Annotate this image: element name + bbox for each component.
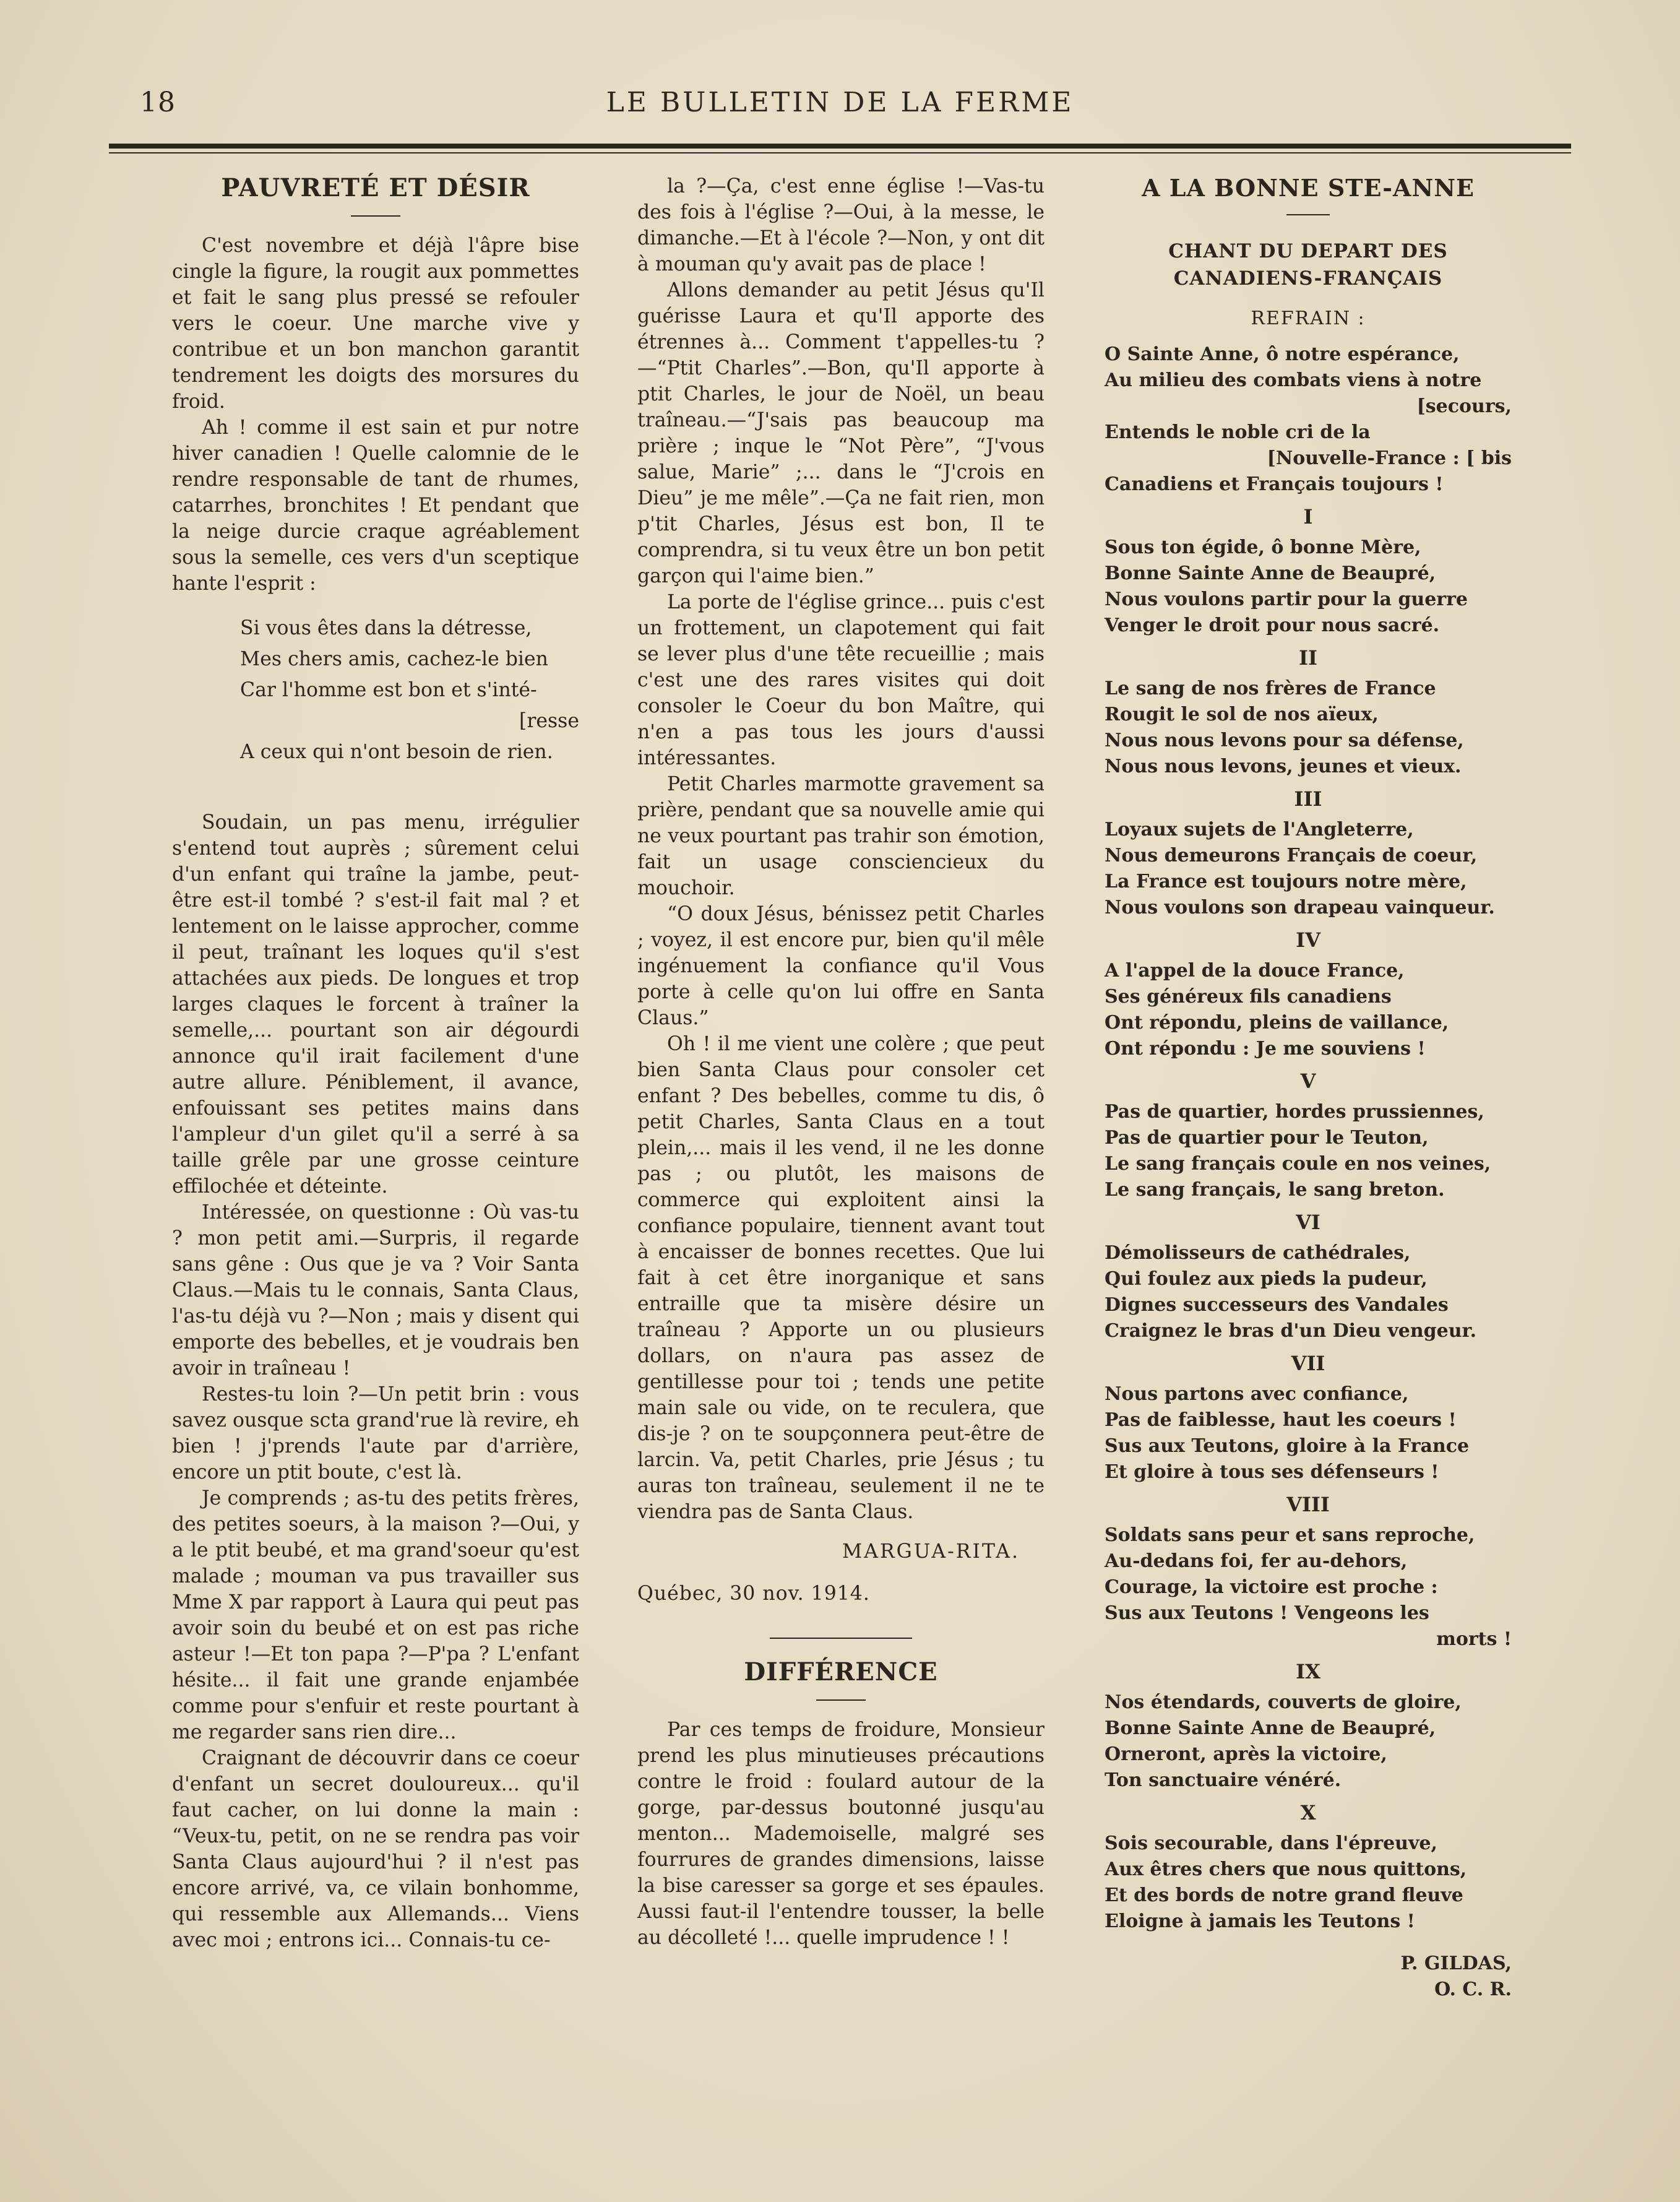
paragraph: Ah ! comme il est sain et pur notre hiver canadien ! Quelle calomnie de le rendre responsable de tant de rhumes, catarrhes, bronchites ! Et pendant que la neige durcie craque agréablement sous la semelle, ces vers d'un sceptique hante l'esprit : bbox=[172, 417, 579, 595]
stanza-numeral: I bbox=[1303, 505, 1313, 529]
verse-block bbox=[172, 613, 579, 767]
stanza-numeral: IX bbox=[1296, 1660, 1320, 1683]
dateline: Québec, 30 nov. 1914. bbox=[637, 1582, 870, 1605]
paragraph: Craignant de découvrir dans ce coeur d'enfant un secret douloureux... qu'il faut cacher, on lui donne la main : “Veux-tu, petit, on ne se rendra pas voir Santa Claus aujourd'hui ? il n'est pas encore arrivé, va, ce vilain bonhomme, qui ressemble aux Allemands... Viens avec moi ; entrons ici... Connais-tu ce- bbox=[172, 1747, 579, 1951]
poem-line: Loyaux sujets de l'Angleterre, bbox=[1105, 819, 1414, 840]
poem-line-continuation: morts ! bbox=[1436, 1628, 1512, 1650]
column-3-poem bbox=[1105, 173, 1512, 2003]
title-dash bbox=[816, 1699, 866, 1701]
author-signature: MARGUA-RITA. bbox=[842, 1540, 1020, 1563]
poem-line: Sus aux Teutons ! Vengeons les bbox=[1105, 1602, 1429, 1624]
poem-line: Sus aux Teutons, gloire à la France bbox=[1105, 1435, 1470, 1457]
stanza-numeral: VIII bbox=[1286, 1493, 1330, 1516]
poem-line: Ont répondu : Je me souviens ! bbox=[1105, 1038, 1426, 1060]
poem-line: Pas de quartier pour le Teuton, bbox=[1105, 1127, 1429, 1149]
poem-line: Craignez le bras d'un Dieu vengeur. bbox=[1105, 1320, 1477, 1342]
stanza-numeral: III bbox=[1294, 787, 1322, 811]
poem-line: Pas de quartier, hordes prussiennes, bbox=[1105, 1101, 1484, 1123]
article1-body bbox=[172, 810, 579, 1953]
poem-line: Venger le droit pour nous sacré. bbox=[1105, 615, 1440, 636]
section-divider bbox=[770, 1638, 912, 1639]
poem-line: Nous partons avec confiance, bbox=[1105, 1383, 1409, 1405]
paragraph: Je comprends ; as-tu des petits frères, des petites soeurs, à la maison ?—Oui, y a le ptit beubé, et ma grand'soeur qu'est malade ; mouman va pus travailler sus Mme X par rapport à Laura qui peut pas avoir soin du beubé et on est pas riche asteur !—Et ton papa ?—P'pa ? L'enfant hésite... il fait une grande enjambée comme pour s'enfuir et reste pourtant à me regarder sans rien dire... bbox=[172, 1487, 579, 1743]
stanza-numeral: VI bbox=[1296, 1211, 1320, 1234]
article2-paragraph: Par ces temps de froidure, Monsieur prend les plus minutieuses précautions contre le froid : foulard autour de la gorge, par-dessus boutonné jusqu'au menton... Mademoiselle, malgré ses fourrures de grandes dimensions, laisse la bise caresser sa gorge et ses épaules. Aussi faut-il l'entendre tousser, la belle au décolleté !... quelle imprudence ! ! bbox=[637, 1719, 1045, 1949]
poem-subtitle: CHANT DU DEPART DES CANADIENS-FRANÇAIS bbox=[1168, 240, 1448, 290]
poem-line: Ses généreux fils canadiens bbox=[1105, 986, 1392, 1008]
poem-line: Au-dedans foi, fer au-dehors, bbox=[1105, 1550, 1408, 1572]
poem-line: Nous nous levons pour sa défense, bbox=[1105, 730, 1464, 751]
poem-line: Sois secourable, dans l'épreuve, bbox=[1105, 1833, 1437, 1854]
article1-intro bbox=[172, 233, 579, 597]
running-title: LE BULLETIN DE LA FERME bbox=[606, 87, 1074, 118]
refrain-label: REFRAIN : bbox=[1251, 308, 1366, 329]
paragraph: Restes-tu loin ?—Un petit brin : vous savez ousque scta grand'rue là revire, eh bien ! j'prends l'aute par d'arrière, encore un ptit boute, c'est là. bbox=[172, 1383, 579, 1483]
poem-stanzas bbox=[1105, 504, 1512, 1935]
poem-line: Le sang français, le sang breton. bbox=[1105, 1179, 1445, 1201]
poem-line: Nous voulons son drapeau vainqueur. bbox=[1105, 897, 1495, 918]
poem-line-continuation: [secours, bbox=[1416, 395, 1512, 417]
poem-line: Rougit le sol de nos aïeux, bbox=[1105, 704, 1379, 725]
paragraph: Intéressée, on questionne : Où vas-tu ? mon petit ami.—Surpris, il regarde sans gêne : Ous que je va ? Voir Santa Claus.—Mais tu le connais, Santa Claus, l'as-tu déjà vu ?—Non ; mais y disent qui emporte des bebelles, et je voudrais ben avoir in traîneau ! bbox=[172, 1201, 579, 1379]
poem-line: O Sainte Anne, ô notre espérance, bbox=[1105, 343, 1460, 365]
paragraph: Oh ! il me vient une colère ; que peut bien Santa Claus pour consoler cet enfant ? Des bebelles, comme tu dis, ô petit Charles, Santa Claus en a tout plein,... mais il les vend, il ne les donne pas ; ou plutôt, les maisons de commerce qui exploitent ainsi la confiance populaire, tiennent avant tout à encaisser de bonnes recettes. Que lui fait à cet être inorganique et sans entraille que ta misère désire un traîneau ? Apporte un ou plusieurs dollars, on n'aura pas assez de gentillesse pour toi ; tends une petite main sale ou vide, on te reculera, que dis-je ? on te soupçonnera peut-être de larcin. Va, petit Charles, prie Jésus ; tu auras ton traîneau, seulement il ne te viendra pas de Santa Claus. bbox=[637, 1033, 1045, 1523]
poem-line: Ont répondu, pleins de vaillance, bbox=[1105, 1012, 1449, 1034]
paragraph: la ?—Ça, c'est enne église !—Vas-tu des fois à l'église ?—Oui, à la messe, le dimanche.—Et à l'école ?—Non, y ont dit à mouman qu'y avait pas de place ! bbox=[637, 175, 1045, 275]
poem-line: Le sang français coule en nos veines, bbox=[1105, 1153, 1491, 1175]
title-dash bbox=[1286, 214, 1330, 215]
poem-line: Orneront, après la victoire, bbox=[1105, 1743, 1387, 1765]
poem-line: Courage, la victoire est proche : bbox=[1105, 1576, 1438, 1598]
stanza-numeral: VII bbox=[1291, 1352, 1325, 1375]
verse-line: Si vous êtes dans la détresse, bbox=[240, 617, 532, 639]
column-1 bbox=[172, 173, 579, 1953]
poem-line: Au milieu des combats viens à notre bbox=[1105, 369, 1482, 391]
poem-title: A LA BONNE STE-ANNE bbox=[1142, 174, 1475, 202]
paragraph: Allons demander au petit Jésus qu'Il guérisse Laura et qu'Il apporte des étrennes à... Comment t'appelles-tu ?—“Ptit Charles”.—Bon, qu'Il apporte à ptit Charles, le jour de Noël, un beau traîneau.—“J'sais pas beaucoup ma prière ; inque le “Not Père”, “J'vous salue, Marie” ;... dans le “J'crois en Dieu” je me mêle”.—Ça ne fait rien, mon p'tit Charles, Jésus est bon, Il te comprendra, si tu veux être un bon petit garçon qui l'aime bien.” bbox=[637, 279, 1045, 587]
verse-line: A ceux qui n'ont besoin de rien. bbox=[240, 741, 553, 763]
paragraph: La porte de l'église grince... puis c'est un frottement, un clapotement qui fait se lever plus d'une tête recueillie ; mais c'est une des rares visites qui doit consoler le Coeur du bon Maître, qui n'en a pas tous les jours d'aussi intéressantes. bbox=[637, 591, 1045, 769]
poem-line: Et des bords de notre grand fleuve bbox=[1105, 1885, 1463, 1906]
stanza-numeral: V bbox=[1300, 1069, 1316, 1093]
stanza-numeral: II bbox=[1299, 646, 1317, 670]
column-2 bbox=[637, 173, 1045, 1951]
poem-line: Soldats sans peur et sans reproche, bbox=[1105, 1524, 1475, 1546]
poem-line: Ton sanctuaire vénéré. bbox=[1105, 1769, 1342, 1791]
verse-line: Car l'homme est bon et s'inté- bbox=[240, 679, 537, 701]
poem-line: A l'appel de la douce France, bbox=[1105, 960, 1405, 982]
stanza-numeral: X bbox=[1300, 1801, 1316, 1824]
poem-line: Eloigne à jamais les Teutons ! bbox=[1105, 1911, 1415, 1932]
poem-line: Nos étendards, couverts de gloire, bbox=[1105, 1691, 1462, 1713]
verse-line-continuation: [resse bbox=[519, 710, 579, 732]
header-rule-thick bbox=[109, 144, 1571, 149]
header-rule-thin bbox=[109, 152, 1571, 153]
poem-signature: P. GILDAS, bbox=[1400, 1953, 1512, 1974]
paragraph: Soudain, un pas menu, irrégulier s'entend tout auprès ; sûrement celui d'un enfant qui traîne la jambe, peut-être est-il tombé ? s'est-il fait mal ? et lentement on le laisse approcher, comme il peut, traînant les loques qu'il s'est attachées aux pieds. De longues et trop larges claques le forcent à traîner la semelle,... pourtant son air dégourdi annonce qu'il irait facilement d'une autre allure. Péniblement, il avance, enfouissant ses petites mains dans l'ampleur d'un gilet qu'il a serré à sa taille grêle par une grosse ceinture effilochée et déteinte. bbox=[172, 811, 579, 1198]
poem-line: Le sang de nos frères de France bbox=[1105, 678, 1436, 699]
article-title-difference: DIFFÉRENCE bbox=[744, 1657, 938, 1686]
poem-line: Bonne Sainte Anne de Beaupré, bbox=[1105, 563, 1436, 584]
article-title-pauvrete: PAUVRETÉ ET DÉSIR bbox=[221, 173, 530, 202]
title-dash bbox=[351, 215, 400, 217]
poem-line: Nous nous levons, jeunes et vieux. bbox=[1105, 756, 1462, 777]
poem-line: Et gloire à tous ses défenseurs ! bbox=[1105, 1461, 1439, 1483]
poem-line: Entends le noble cri de la bbox=[1105, 421, 1371, 443]
poem-line: Démolisseurs de cathédrales, bbox=[1105, 1242, 1411, 1264]
poem-line: Sous ton égide, ô bonne Mère, bbox=[1105, 537, 1421, 558]
stanza-numeral: IV bbox=[1296, 928, 1320, 952]
page-header bbox=[109, 87, 1571, 130]
poem-line: Qui foulez aux pieds la pudeur, bbox=[1105, 1268, 1428, 1290]
verse-line: Mes chers amis, cachez-le bien bbox=[240, 648, 548, 670]
poem-line: Pas de faiblesse, haut les coeurs ! bbox=[1105, 1409, 1457, 1431]
paragraph: Petit Charles marmotte gravement sa prière, pendant que sa nouvelle amie qui ne veux pourtant pas trahir son émotion, fait un usage consciencieux du mouchoir. bbox=[637, 773, 1045, 899]
article1-continuation bbox=[637, 173, 1045, 1525]
poem-line: Bonne Sainte Anne de Beaupré, bbox=[1105, 1717, 1436, 1739]
poem-line: Nous voulons partir pour la guerre bbox=[1105, 589, 1468, 610]
poem-signature-order: O. C. R. bbox=[1434, 1979, 1512, 2000]
page-number: 18 bbox=[140, 87, 176, 118]
paragraph: “O doux Jésus, bénissez petit Charles ; voyez, il est encore pur, bien qu'il mêle ingénuement la confiance qu'il Vous porte à celle qu'on lui offre en Santa Claus.” bbox=[637, 903, 1045, 1029]
poem-line: Canadiens et Français toujours ! bbox=[1105, 473, 1444, 495]
poem-line: La France est toujours notre mère, bbox=[1105, 871, 1467, 892]
poem-line: Nous demeurons Français de coeur, bbox=[1105, 845, 1478, 866]
poem-line: Aux êtres chers que nous quittons, bbox=[1105, 1859, 1467, 1880]
paragraph: C'est novembre et déjà l'âpre bise cingle la figure, la rougit aux pommettes et fait le sang plus pressé se refouler vers le coeur. Une marche vive y contribue et un bon manchon garantit tendrement les doigts des morsures du froid. bbox=[172, 235, 579, 413]
poem-line-continuation: [Nouvelle-France : [ bis bbox=[1267, 447, 1512, 469]
poem-line: Dignes successeurs des Vandales bbox=[1105, 1294, 1449, 1316]
